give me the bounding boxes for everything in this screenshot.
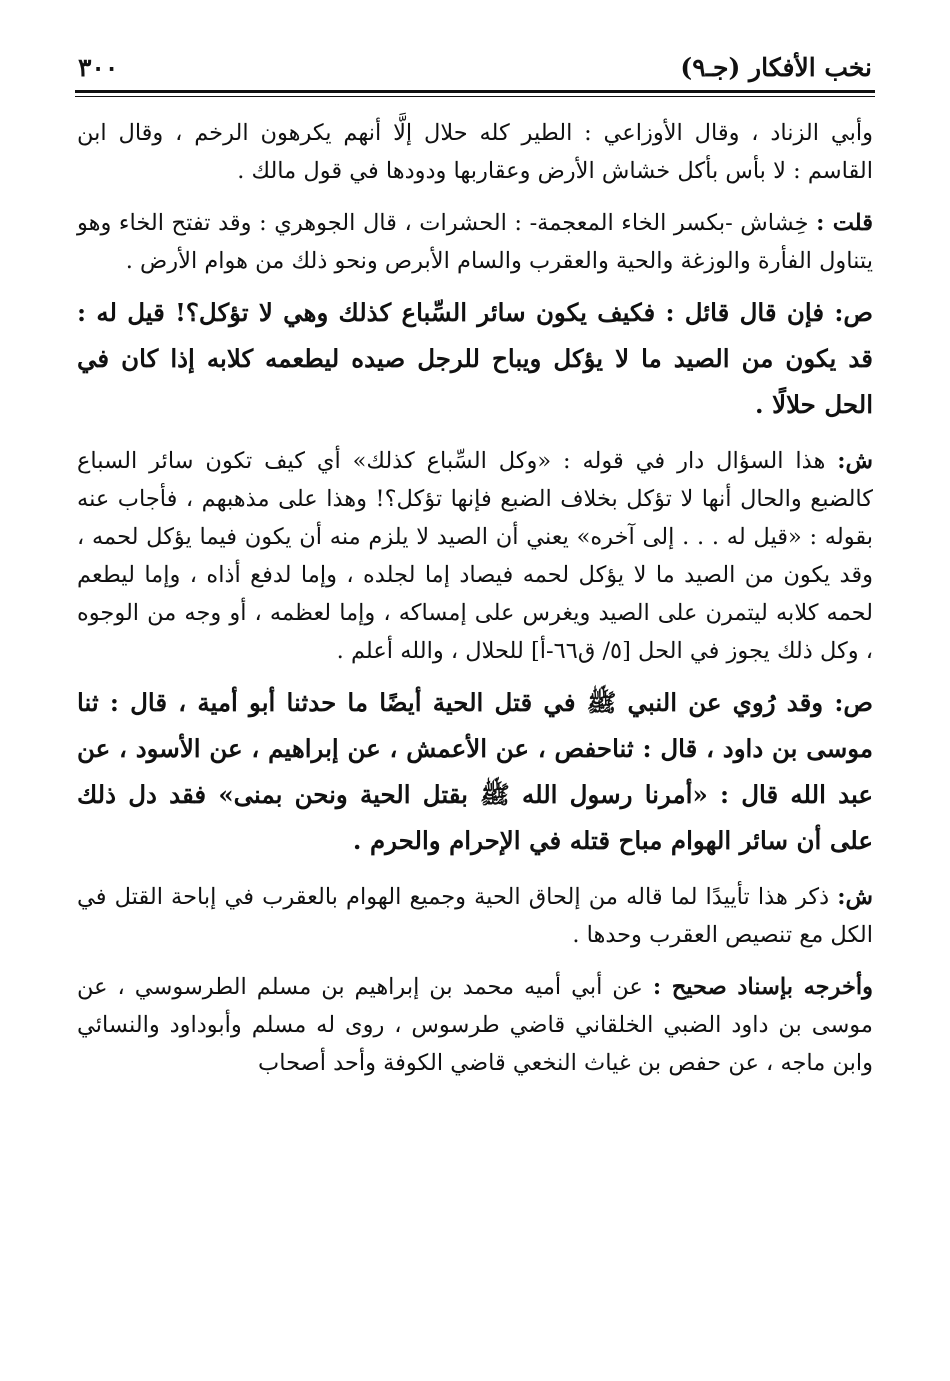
paragraph-text: وقد رُوي عن النبي ﷺ في قتل الحية أيضًا ما حدثنا أبو أمية ، قال : ثنا موسى بن داود ، قال : ثناحفص ، عن الأعمش ، عن إبراهيم ، عن الأسود ، عن عبد الله قال : «أمرنا رسول الله ﷺ بقتل الحية ونحن بمنى» فقد دل ذلك على أن سائر الهوام مباح قتله في الإحرام والحرم . <box>77 688 873 855</box>
commentary-paragraph <box>77 442 873 670</box>
paragraph-text: وأبي الزناد ، وقال الأوزاعي : الطير كله حلال إلَّا أنهم يكرهون الرخم ، وقال ابن القاسم : لا بأس بأكل خشاش الأرض وعقاربها ودودها في قول مالك . <box>77 120 873 184</box>
commentary-paragraph <box>77 878 873 954</box>
page-header <box>78 46 872 88</box>
paragraph-text: خِشاش -بكسر الخاء المعجمة- : الحشرات ، قال الجوهري : وقد تفتح الخاء وهو يتناول الفأرة والوزغة والحية والعقرب والسام الأبرص ونحو ذلك من هوام الأرض . <box>77 210 873 274</box>
page-number: ٣٠٠ <box>78 52 119 82</box>
text-paragraph <box>77 290 873 428</box>
paragraph <box>77 204 873 280</box>
paragraph-text: ذكر هذا تأييدًا لما قاله من إلحاق الحية وجميع الهوام بالعقرب في إباحة القتل في الكل مع تنصيص العقرب وحدها . <box>77 884 873 948</box>
paragraph-lead: وأخرجه بإسناد صحيح : <box>652 974 873 1000</box>
paragraph-lead: ش: <box>837 884 873 910</box>
text-paragraph <box>77 680 873 864</box>
paragraph-text: عن أبي أميه محمد بن إبراهيم بن مسلم الطرسوسي ، عن موسى بن داود الضبي الخلقاني قاضي طرسوس ، روى له مسلم وأبوداود والنسائي وابن ماجه ، عن حفص بن غياث النخعي قاضي الكوفة وأحد أصحاب <box>77 974 873 1076</box>
paragraph-text: فإن قال قائل : فكيف يكون سائر السِّباع كذلك وهي لا تؤكل؟! قيل له : قد يكون من الصيد ما لا يؤكل ويباح للرجل صيده ليطعمه كلابه إذا كان في الحل حلالًا . <box>77 298 873 419</box>
paragraph <box>77 114 873 190</box>
header-rule-thick <box>75 90 875 93</box>
header-rule-thin <box>75 96 875 97</box>
book-title: نخب الأفكار (جـ٩) <box>680 52 872 82</box>
paragraph-lead: ص: <box>834 298 873 327</box>
page-body <box>77 114 873 1082</box>
paragraph-lead: قلت : <box>816 210 874 236</box>
paragraph-lead: ص: <box>834 688 873 717</box>
commentary-paragraph <box>77 968 873 1082</box>
paragraph-lead: ش: <box>837 448 873 474</box>
paragraph-text: هذا السؤال دار في قوله : «وكل السِّباع كذلك» أي كيف تكون سائر السباع كالضبع والحال أنها لا تؤكل بخلاف الضبع فإنها تؤكل؟! وهذا على مذهبهم ، فأجاب عنه بقوله : «قيل له . . . إلى آخره» يعني أن الصيد لا يلزم منه أن يكون فيما يؤكل لحمه ، وقد يكون من الصيد ما لا يؤكل لحمه فيصاد إما لجلده ، وإما لدفع أذاه ، وإما ليطعم لحمه كلابه ليتمرن على الصيد ويغرس على إمساكه ، وإما لعظمه ، أو وجه من الوجوه ، وكل ذلك يجوز في الحل [٥/ ق٦٦-أ] للحلال ، والله أعلم . <box>77 448 873 664</box>
